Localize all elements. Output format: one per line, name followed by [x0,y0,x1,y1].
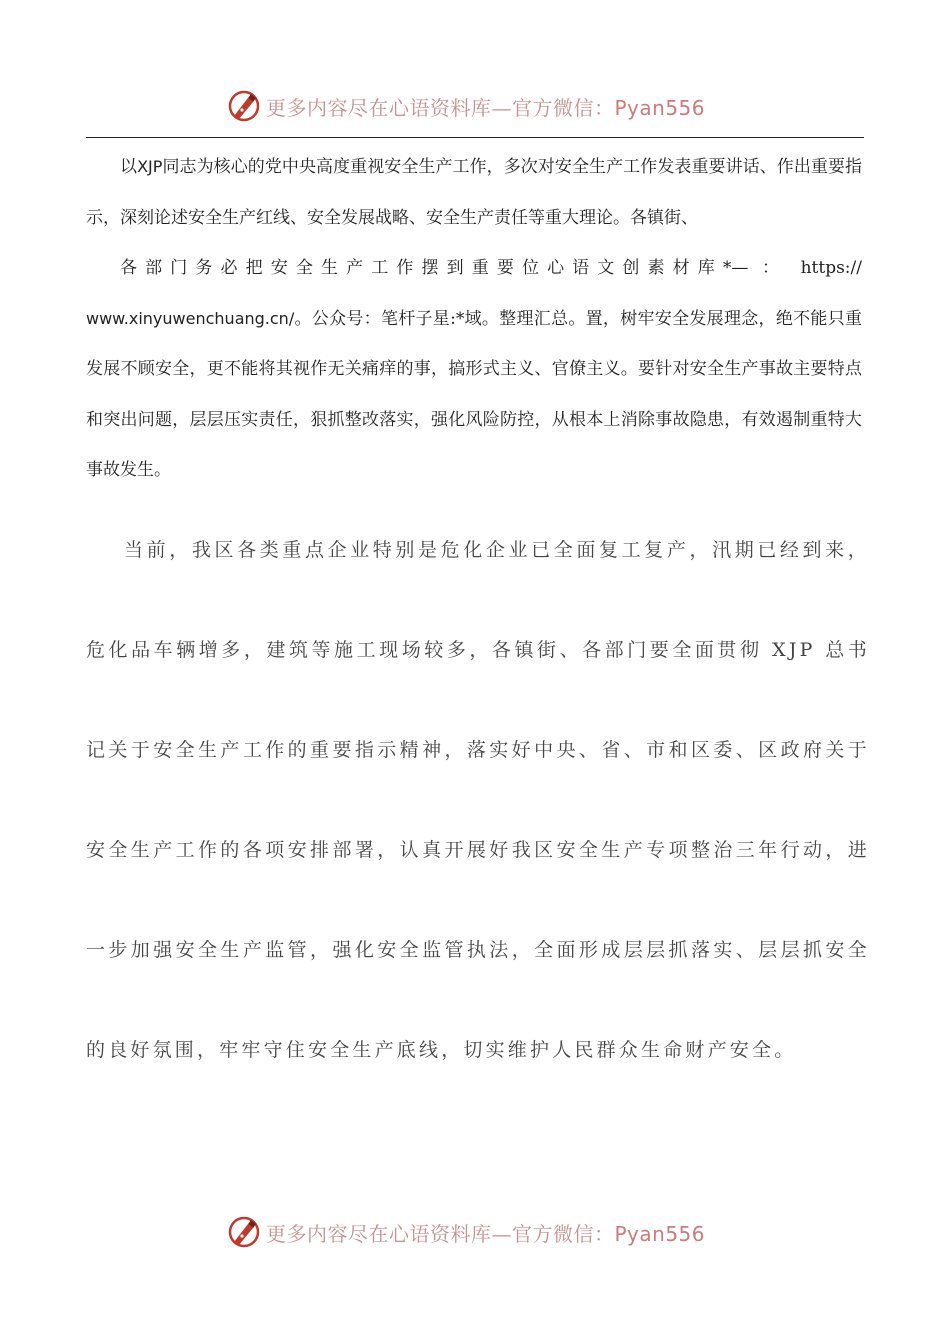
footer-banner [0,1208,950,1252]
paragraph-1-spread-line: 各部门务必把安全生产工作摆到重要位心语文创素材库*— ： https:// [120,258,862,278]
header-banner [0,82,950,126]
banner-text: 更多内容尽在心语资料库—官方微信：Pyan556 [266,1221,706,1246]
pen-nib-logo-icon [226,1214,262,1250]
banner-wechat-id: Pyan556 [614,95,706,120]
paragraph-1: 以XJP同志为核心的党中央高度重视安全生产工作，多次对安全生产工作发表重要讲话、作出重要指示，深刻论述安全生产红线、安全发展战略、安全生产责任等重大理论。各镇街、 各部门务必把安全生产工作摆到重要位心语文创素材库*— ： https:// www.xinyuwenchuang.cn/。公众号：笔杆子星:*域。整理汇总。置，树牢安全发展理念，绝不能只重发展不顾安全，更不能将其视作无关痛痒的事，搞形式主义、官僚主义。要针对安全生产事故主要特点和突出问题，层层压实责任，狠抓整改落实，强化风险防控，从根本上消除事故隐患，有效遏制重特大事故发生。 [86,157,863,480]
pen-nib-logo-icon [226,88,262,124]
paragraph-2: 当前，我区各类重点企业特别是危化企业已全面复工复产，汛期已经到来，危化品车辆增多，建筑等施工现场较多，各镇街、各部门要全面贯彻 XJP 总书记关于安全生产工作的重要指示精神，落实好中央、省、市和区委、区政府关于安全生产工作的各项安排部署，认真开展好我区安全生产专项整治三年行动，进一步加强安全生产监管，强化安全监管执法，全面形成层层抓落实、层层抓安全的良好氛围，牢牢守住安全生产底线，切实维护人民群众生命财产安全。 [86,539,870,1061]
header-rule [86,137,864,138]
banner-text: 更多内容尽在心语资料库—官方微信：Pyan556 [266,95,706,120]
website-link[interactable]: www.xinyuwenchuang.cn/ [86,308,295,328]
banner-wechat-id: Pyan556 [614,1221,706,1246]
